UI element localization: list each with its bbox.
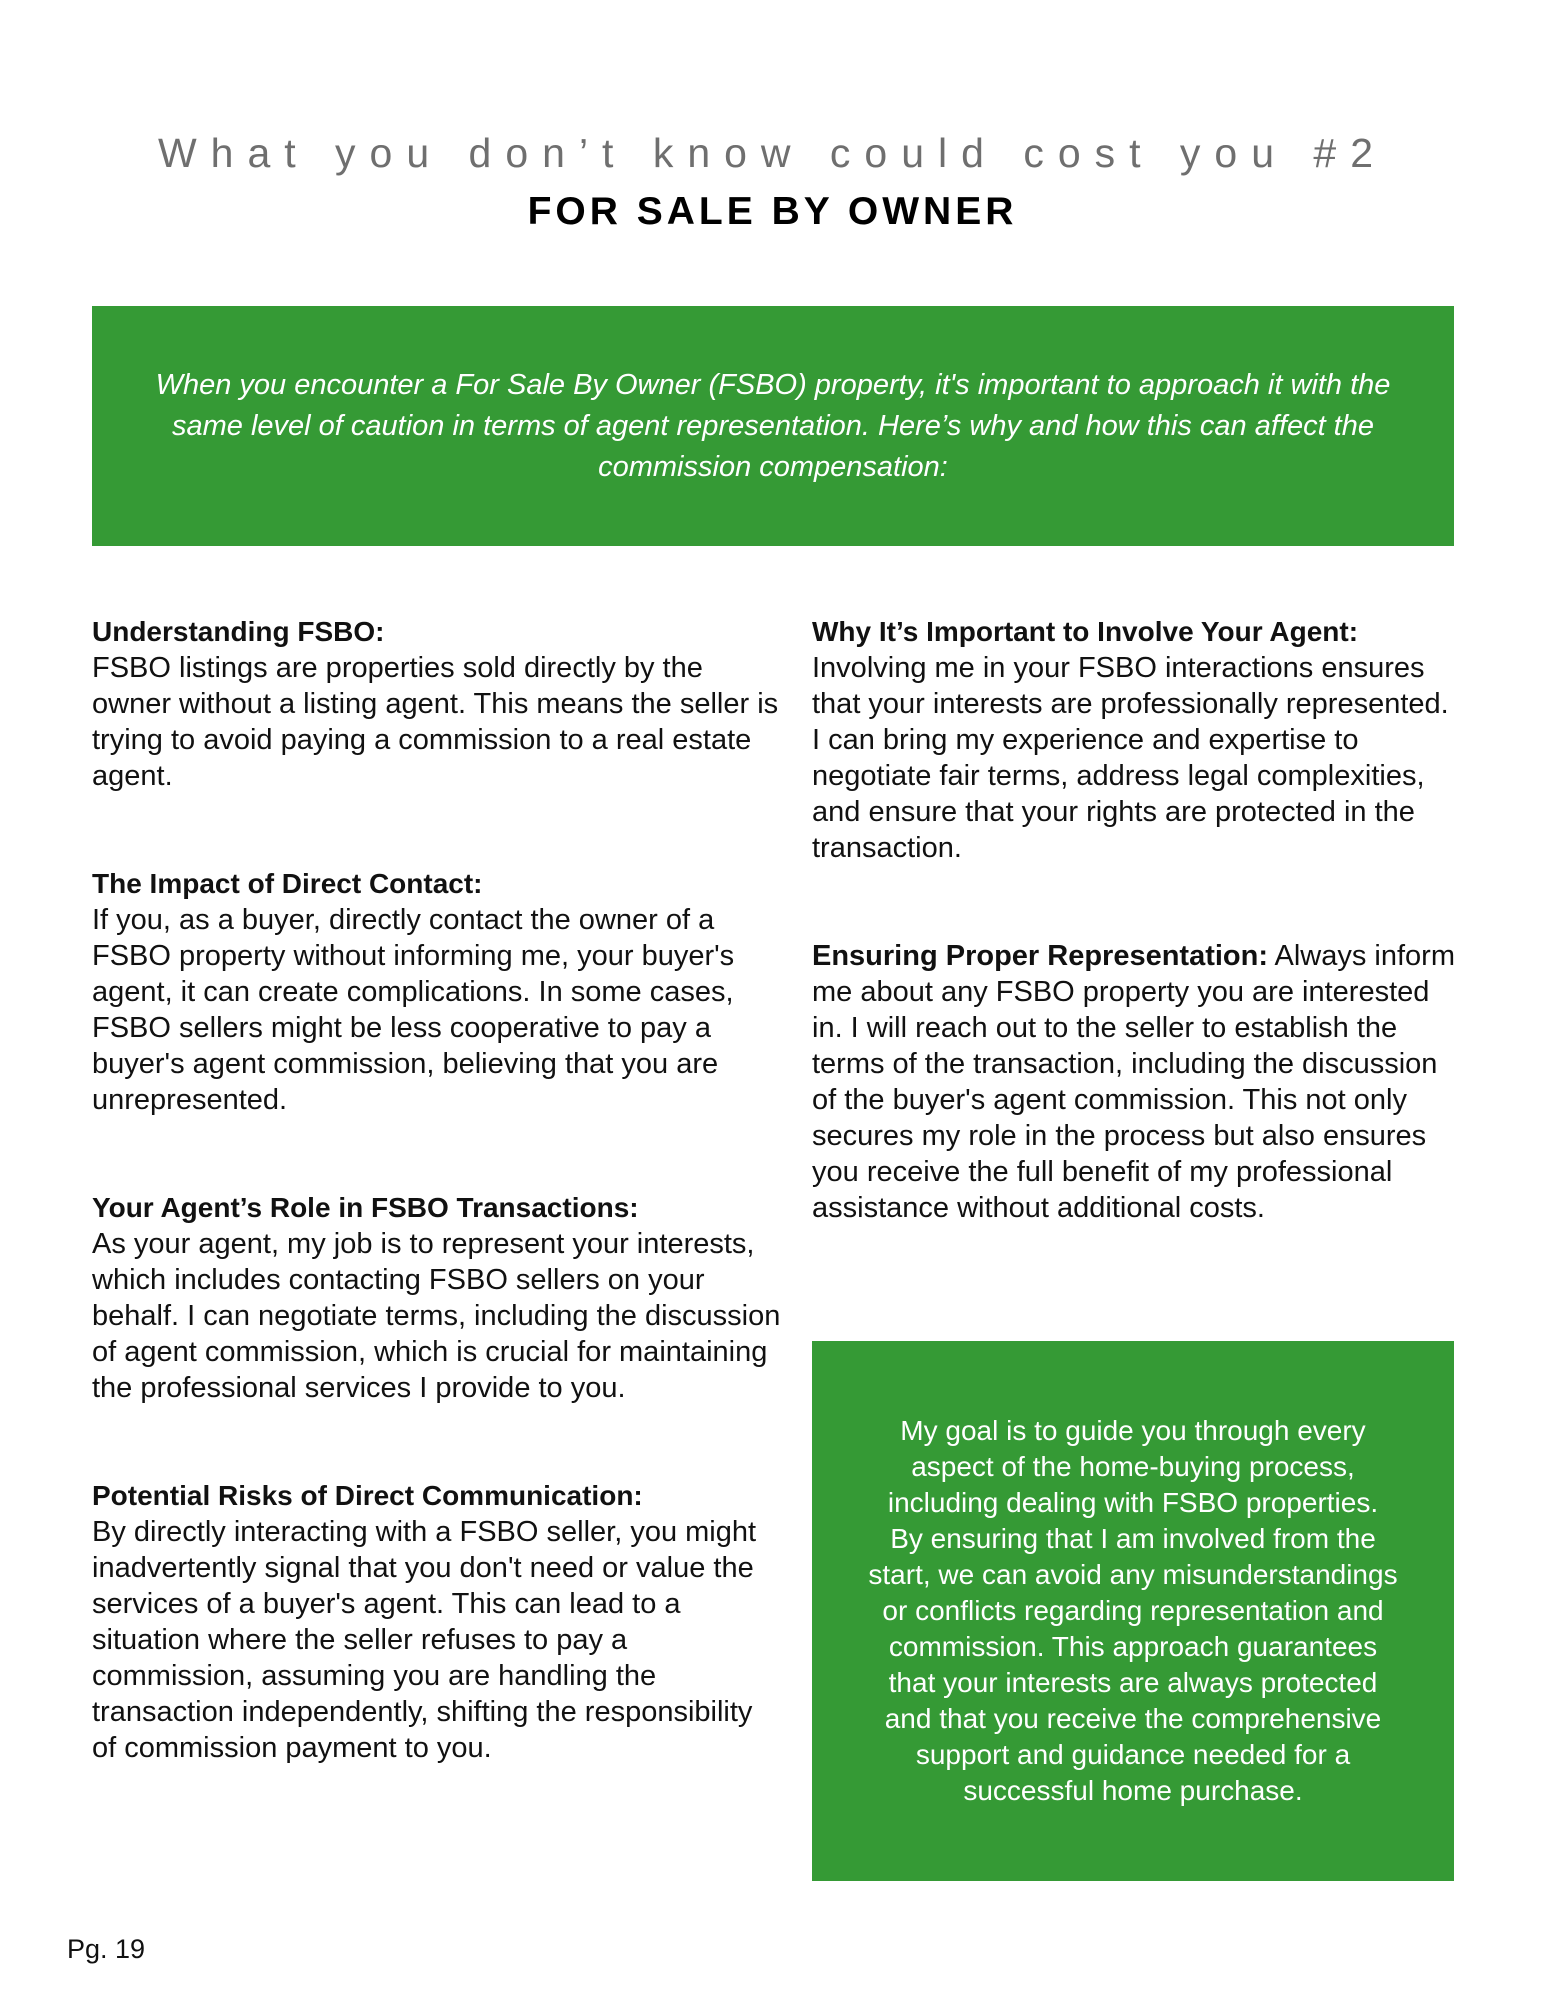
page-title: FOR SALE BY OWNER [527, 190, 1018, 233]
goal-text: My goal is to guide you through every aspect of the home-buying process, including dealing with FSBO properties. By ensuring that I am involved from the start, we can avoid any misunderstandings or conflicts regarding representation and commission. This approach guarantees that your interests are always protected and that you receive the comprehensive support and guidance needed for a successful home purchase. [868, 1415, 1398, 1806]
section-body: By directly interacting with a FSBO seller, you might inadvertently signal that you don't need or value the services of a buyer's agent. This can lead to a situation where the seller refuses to pay a commission, assuming you are handling the transaction independently, shifting the responsibility of commission payment to you. [92, 1516, 757, 1764]
page-subtitle: What you don’t know could cost you #2 [157, 130, 1388, 176]
right-column [812, 614, 1462, 1226]
section-heading: The Impact of Direct Contact: [92, 868, 483, 899]
section-heading: Why It’s Important to Involve Your Agent: [812, 616, 1359, 647]
section-body: If you, as a buyer, directly contact the owner of a FSBO property without informing me, your buyer's agent, it can create complications. In some cases, FSBO sellers might be less cooperative to pay a buyer's agent commission, believing that you are unrepresented. [92, 904, 735, 1116]
goal-callout [812, 1341, 1454, 1881]
section-heading: Ensuring Proper Representation: [812, 940, 1269, 972]
section-body: Always inform me about any FSBO property you are interested in. I will reach out to the seller to establish the terms of the transaction, including the discussion of the buyer's agent commission. This not only secures my role in the process but also ensures you receive the full benefit of my professional assistance without additional costs. [812, 940, 1455, 1224]
page-number: Pg. 19 [67, 1934, 146, 1964]
left-column [92, 614, 782, 1766]
section-impact-direct-contact [92, 866, 782, 1118]
intro-text: When you encounter a For Sale By Owner (FSBO) property, it's important to approach it with the same level of caution in terms of agent representation. Here’s why and how this can affect the commission compensation: [155, 368, 1391, 483]
section-heading: Understanding FSBO: [92, 616, 385, 647]
section-potential-risks [92, 1478, 782, 1766]
section-agent-role [92, 1190, 782, 1406]
section-heading: Potential Risks of Direct Communication: [92, 1480, 643, 1511]
section-body: As your agent, my job is to represent your interests, which includes contacting FSBO sellers on your behalf. I can negotiate terms, including the discussion of agent commission, which is crucial for maintaining the professional services I provide to you. [92, 1228, 781, 1404]
section-understanding-fsbo [92, 614, 782, 794]
section-body-inline [812, 938, 1462, 1226]
section-why-involve-agent [812, 614, 1462, 866]
section-body: Involving me in your FSBO interactions ensures that your interests are professionally represented. I can bring my experience and expertise to negotiate fair terms, address legal complexities, and ensure that your rights are protected in the transaction. [812, 652, 1449, 864]
section-heading: Your Agent’s Role in FSBO Transactions: [92, 1192, 639, 1223]
intro-callout [92, 306, 1454, 546]
section-proper-representation [812, 938, 1462, 1226]
section-body: FSBO listings are properties sold directly by the owner without a listing agent. This means the seller is trying to avoid paying a commission to a real estate agent. [92, 652, 779, 792]
